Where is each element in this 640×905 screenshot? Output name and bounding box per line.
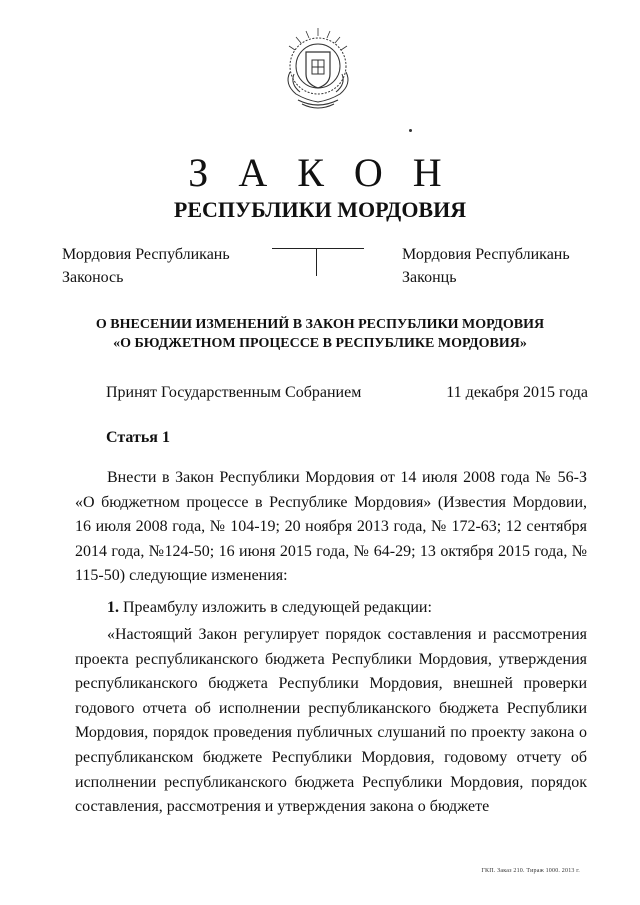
item-text: Преамбулу изложить в следующей редакции: xyxy=(119,599,432,616)
left-side-caption xyxy=(62,243,230,289)
right-side-line2: Законць xyxy=(402,269,457,286)
law-name-heading xyxy=(40,315,600,353)
document-title: З А К О Н xyxy=(188,150,452,195)
header-separator-vertical xyxy=(316,248,317,276)
body-item-1 xyxy=(75,596,587,621)
coat-of-arms-emblem xyxy=(276,22,360,114)
adoption-date: 11 декабря 2015 года xyxy=(446,384,588,401)
document-subtitle: РЕСПУБЛИКИ МОРДОВИЯ xyxy=(173,197,467,222)
scan-speck xyxy=(409,129,412,132)
item-number: 1. xyxy=(107,599,119,616)
right-side-line1: Мордовия Республикань xyxy=(402,246,570,263)
left-side-line1: Мордовия Республикань xyxy=(62,246,230,263)
body-paragraph-3: «Настоящий Закон регулирует порядок составления и рассмотрения проекта республиканского бюджета Республики Мордовия, утверждения республиканского бюджета Республики Мордовия, внешней проверки годового отчета об исполнении республиканского бюджета Республики Мордовия, порядок проведения публичных слушаний по проекту закона о республиканском бюджете Республики Мордовия, годовому отчету об исполнении республиканского бюджета Республики Мордовия, порядок составления, рассмотрения и утверждения закона о бюджете xyxy=(75,626,587,816)
right-side-caption xyxy=(402,243,570,289)
adoption-label: Принят Государственным Собранием xyxy=(106,384,362,401)
left-side-line2: Законось xyxy=(62,269,124,286)
law-name-line2: «О БЮДЖЕТНОМ ПРОЦЕССЕ В РЕСПУБЛИКЕ МОРДОВИЯ» xyxy=(113,336,527,351)
printer-code: ГКП. Заказ 210. Тираж 1000. 2013 г. xyxy=(481,868,580,874)
article-heading: Статья 1 xyxy=(106,429,170,446)
adoption-line xyxy=(106,382,588,404)
header-separator-horizontal xyxy=(272,248,364,249)
law-name-line1: О ВНЕСЕНИИ ИЗМЕНЕНИЙ В ЗАКОН РЕСПУБЛИКИ МОРДОВИЯ xyxy=(95,317,545,332)
body-paragraph-1: Внести в Закон Республики Мордовия от 14 июля 2008 года № 56-З «О бюджетном процессе в Республике Мордовия» (Известия Мордовии, 16 июля 2008 года, № 104-19; 20 ноября 2013 года, № 172-63; 12 сентября 2014 года, №124-50; 16 июня 2015 года, № 64-29; 13 октября 2015 года, № 115-50) следующие изменения: xyxy=(75,469,587,585)
